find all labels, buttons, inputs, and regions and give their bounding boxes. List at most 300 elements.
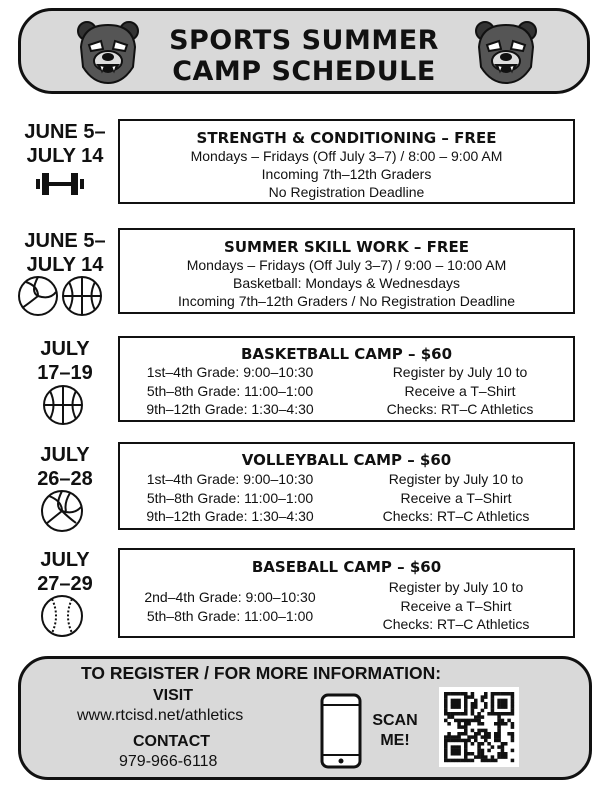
qr-module (477, 712, 481, 716)
dumbbell-icon (34, 170, 86, 198)
qr-module (504, 702, 508, 706)
qr-module (457, 745, 461, 749)
qr-module (511, 702, 515, 706)
qr-module (497, 752, 501, 756)
title-line-1: SPORTS SUMMER (169, 25, 439, 56)
camp-detail: Incoming 7th–12th Graders / No Registration Deadline (178, 293, 515, 309)
qr-module (511, 759, 515, 763)
grade-times (130, 363, 330, 419)
qr-module (467, 695, 471, 699)
qr-module (447, 692, 451, 696)
qr-module (477, 755, 481, 759)
qr-module (444, 759, 448, 763)
qr-module (481, 709, 485, 713)
qr-module (447, 739, 451, 743)
registration-info (356, 578, 556, 634)
qr-module (451, 735, 455, 739)
grade-time-line: 5th–8th Grade: 11:00–1:00 (146, 382, 314, 399)
qr-module (481, 742, 485, 746)
qr-module (484, 739, 488, 743)
qr-module (494, 732, 498, 736)
qr-module (471, 702, 475, 706)
qr-module (464, 725, 468, 729)
section-date (12, 337, 118, 385)
qr-module (451, 692, 455, 696)
qr-module (507, 692, 511, 696)
scan-me-label (361, 711, 429, 751)
grade-time-line: 5th–8th Grade: 11:00–1:00 (146, 607, 314, 624)
camp-title: VOLLEYBALL CAMP – $60 (241, 451, 452, 469)
camp-box-basketball (118, 336, 575, 422)
date-line: JULY (40, 444, 90, 466)
qr-module (504, 752, 508, 756)
date-line: JULY (40, 338, 90, 360)
qr-module (447, 759, 451, 763)
qr-module (507, 719, 511, 723)
camp-title: BASEBALL CAMP – $60 (251, 558, 442, 576)
qr-module (467, 739, 471, 743)
qr-module (464, 759, 468, 763)
date-line: JUNE 5– (24, 230, 106, 252)
qr-module (464, 752, 468, 756)
qr-module (457, 732, 461, 736)
qr-module (497, 705, 501, 709)
qr-module (454, 749, 458, 753)
qr-module (497, 699, 501, 703)
qr-module (511, 709, 515, 713)
qr-module (497, 735, 501, 739)
qr-module (504, 692, 508, 696)
qr-module (454, 692, 458, 696)
grade-time-line: 1st–4th Grade: 9:00–10:30 (146, 364, 314, 380)
qr-module (444, 692, 448, 696)
qr-module (477, 732, 481, 736)
date-line: JULY (40, 549, 90, 571)
qr-module (461, 719, 465, 723)
registration-info (360, 363, 560, 419)
footer-banner (18, 656, 592, 780)
qr-module (501, 752, 505, 756)
registration-line: Receive a T–Shirt (400, 489, 512, 506)
qr-module (447, 712, 451, 716)
qr-module (481, 752, 485, 756)
qr-module (491, 709, 495, 713)
qr-module (494, 739, 498, 743)
grade-times (130, 470, 330, 526)
phone-number[interactable]: 979-966-6118 (119, 753, 218, 770)
qr-module (511, 732, 515, 736)
qr-module (501, 702, 505, 706)
qr-module (474, 719, 478, 723)
qr-module (457, 752, 461, 756)
section-date (12, 120, 118, 168)
registration-line: Register by July 10 to (388, 579, 524, 595)
qr-code-icon[interactable] (439, 687, 519, 767)
qr-module (454, 702, 458, 706)
qr-module (494, 692, 498, 696)
qr-module (457, 705, 461, 709)
qr-module (471, 742, 475, 746)
camp-detail: Incoming 7th–12th Graders (261, 166, 432, 182)
qr-module (501, 745, 505, 749)
registration-line: Receive a T–Shirt (400, 597, 512, 614)
qr-module (464, 729, 468, 733)
qr-module (511, 695, 515, 699)
qr-module (494, 722, 498, 726)
qr-module (484, 759, 488, 763)
qr-module (481, 735, 485, 739)
date-line: 17–19 (37, 362, 93, 384)
qr-module (481, 755, 485, 759)
camp-detail: Mondays – Fridays (Off July 3–7) / 8:00 – 9:00 AM (190, 148, 503, 164)
qr-module (501, 742, 505, 746)
qr-module (487, 759, 491, 763)
volleyball-icon (40, 489, 84, 533)
qr-module (477, 715, 481, 719)
qr-module (511, 699, 515, 703)
registration-line: Checks: RT–C Athletics (386, 401, 534, 417)
camp-box-volleyball (118, 442, 575, 530)
visit-label: VISIT (153, 687, 194, 704)
grade-time-line: 9th–12th Grade: 1:30–4:30 (146, 508, 314, 524)
qr-module (501, 705, 505, 709)
qr-module (487, 742, 491, 746)
qr-module (457, 725, 461, 729)
qr-module (504, 705, 508, 709)
qr-module (451, 712, 455, 716)
qr-module (461, 712, 465, 716)
contact-label: CONTACT (133, 733, 211, 750)
qr-module (474, 705, 478, 709)
qr-module (451, 745, 455, 749)
qr-module (444, 702, 448, 706)
qr-module (481, 759, 485, 763)
qr-module (471, 692, 475, 696)
qr-module (464, 739, 468, 743)
qr-module (497, 715, 501, 719)
qr-module (451, 759, 455, 763)
qr-module (464, 719, 468, 723)
qr-module (497, 719, 501, 723)
title-line-2: CAMP SCHEDULE (172, 56, 436, 87)
qr-module (444, 699, 448, 703)
qr-module (451, 699, 455, 703)
registration-line: Register by July 10 to (392, 364, 528, 380)
qr-module (444, 695, 448, 699)
qr-module (464, 709, 468, 713)
qr-module (461, 725, 465, 729)
qr-module (451, 739, 455, 743)
qr-module (484, 735, 488, 739)
qr-module (461, 739, 465, 743)
date-line: JULY 14 (26, 254, 104, 276)
qr-module (491, 692, 495, 696)
qr-module (467, 752, 471, 756)
qr-module (484, 732, 488, 736)
registration-line: Checks: RT–C Athletics (382, 616, 530, 632)
qr-module (484, 729, 488, 733)
qr-module (457, 739, 461, 743)
qr-module (444, 712, 448, 716)
qr-module (471, 695, 475, 699)
qr-module (497, 755, 501, 759)
qr-module (451, 705, 455, 709)
qr-module (471, 719, 475, 723)
grade-time-line: 2nd–4th Grade: 9:00–10:30 (144, 589, 316, 605)
date-line: 27–29 (37, 573, 93, 595)
grade-time-line: 9th–12th Grade: 1:30–4:30 (146, 401, 314, 417)
header-banner (18, 8, 590, 94)
page-title (21, 25, 587, 87)
qr-module (511, 735, 515, 739)
registration-info (356, 470, 556, 526)
footer-heading: TO REGISTER / FOR MORE INFORMATION: (81, 663, 442, 683)
qr-module (444, 719, 448, 723)
qr-module (471, 759, 475, 763)
qr-module (504, 742, 508, 746)
qr-module (507, 732, 511, 736)
qr-module (481, 715, 485, 719)
qr-module (501, 722, 505, 726)
section-date (12, 443, 118, 491)
qr-module (444, 705, 448, 709)
qr-module (501, 692, 505, 696)
date-line: 26–28 (37, 468, 93, 490)
qr-module (477, 729, 481, 733)
qr-module (464, 745, 468, 749)
qr-module (464, 755, 468, 759)
qr-module (497, 729, 501, 733)
qr-module (477, 742, 481, 746)
qr-module (484, 692, 488, 696)
qr-module (481, 729, 485, 733)
registration-line: Checks: RT–C Athletics (382, 508, 530, 524)
qr-module (504, 755, 508, 759)
qr-module (491, 712, 495, 716)
qr-module (491, 699, 495, 703)
qr-module (447, 715, 451, 719)
qr-module (477, 722, 481, 726)
qr-module (464, 712, 468, 716)
qr-module (454, 705, 458, 709)
camp-title: SUMMER SKILL WORK – FREE (224, 238, 469, 256)
qr-module (497, 712, 501, 716)
camp-box-strength (118, 119, 575, 204)
qr-module (497, 745, 501, 749)
qr-module (464, 702, 468, 706)
qr-module (491, 759, 495, 763)
camp-detail: Basketball: Mondays & Wednesdays (233, 275, 460, 291)
camp-title: STRENGTH & CONDITIONING – FREE (196, 129, 497, 147)
qr-module (511, 749, 515, 753)
qr-module (501, 719, 505, 723)
qr-module (487, 749, 491, 753)
qr-module (494, 712, 498, 716)
grade-time-line: 5th–8th Grade: 11:00–1:00 (146, 489, 314, 506)
qr-module (464, 749, 468, 753)
qr-module (511, 722, 515, 726)
qr-module (491, 695, 495, 699)
qr-module (474, 715, 478, 719)
qr-module (497, 692, 501, 696)
qr-module (457, 759, 461, 763)
qr-module (447, 732, 451, 736)
qr-module (454, 752, 458, 756)
qr-module (497, 725, 501, 729)
qr-module (454, 712, 458, 716)
camp-box-skill-work (118, 228, 575, 314)
scan-line: SCAN (372, 712, 418, 729)
qr-module (444, 709, 448, 713)
qr-module (477, 749, 481, 753)
qr-module (461, 692, 465, 696)
baseball-icon (40, 594, 84, 638)
qr-module (451, 749, 455, 753)
camp-box-baseball (118, 548, 575, 638)
qr-module (491, 745, 495, 749)
scan-line: ME! (380, 732, 410, 749)
qr-module (444, 742, 448, 746)
qr-module (444, 752, 448, 756)
qr-module (487, 732, 491, 736)
qr-module (477, 719, 481, 723)
qr-module (484, 755, 488, 759)
qr-module (471, 705, 475, 709)
qr-module (474, 732, 478, 736)
qr-module (457, 722, 461, 726)
qr-module (447, 735, 451, 739)
qr-module (451, 702, 455, 706)
qr-module (464, 699, 468, 703)
qr-module (507, 712, 511, 716)
qr-module (501, 749, 505, 753)
qr-module (454, 739, 458, 743)
grade-times (130, 588, 330, 625)
qr-module (484, 705, 488, 709)
qr-module (444, 735, 448, 739)
qr-module (457, 719, 461, 723)
smartphone-icon (319, 693, 363, 769)
qr-module (464, 705, 468, 709)
qr-module (457, 712, 461, 716)
qr-module (467, 759, 471, 763)
qr-module (491, 755, 495, 759)
qr-module (464, 695, 468, 699)
qr-module (481, 699, 485, 703)
qr-module (504, 722, 508, 726)
qr-module (497, 722, 501, 726)
qr-module (464, 732, 468, 736)
qr-code-graphic (439, 687, 519, 767)
qr-module (501, 755, 505, 759)
qr-module (477, 752, 481, 756)
qr-module (474, 735, 478, 739)
qr-module (454, 719, 458, 723)
qr-module (497, 702, 501, 706)
qr-module (471, 752, 475, 756)
date-line: JULY 14 (26, 145, 104, 167)
qr-module (451, 715, 455, 719)
date-line: JUNE 5– (24, 121, 106, 143)
qr-module (474, 702, 478, 706)
qr-module (471, 735, 475, 739)
qr-module (511, 692, 515, 696)
qr-module (511, 739, 515, 743)
qr-module (457, 692, 461, 696)
qr-module (471, 712, 475, 716)
qr-module (457, 702, 461, 706)
qr-module (504, 712, 508, 716)
qr-module (444, 745, 448, 749)
qr-module (447, 722, 451, 726)
qr-module (501, 699, 505, 703)
qr-module (464, 742, 468, 746)
qr-module (467, 719, 471, 723)
qr-module (497, 739, 501, 743)
qr-module (457, 699, 461, 703)
qr-module (474, 739, 478, 743)
camp-detail: No Registration Deadline (268, 184, 425, 200)
camp-detail: Mondays – Fridays (Off July 3–7) / 9:00 – 10:00 AM (186, 257, 507, 273)
qr-module (444, 749, 448, 753)
qr-module (504, 699, 508, 703)
qr-module (477, 745, 481, 749)
qr-module (457, 749, 461, 753)
qr-module (484, 695, 488, 699)
camp-title: BASKETBALL CAMP – $60 (240, 345, 453, 363)
qr-module (467, 735, 471, 739)
registration-line: Register by July 10 to (388, 471, 524, 487)
qr-module (461, 759, 465, 763)
registration-line: Receive a T–Shirt (404, 382, 516, 399)
qr-module (494, 759, 498, 763)
qr-module (474, 755, 478, 759)
qr-module (471, 709, 475, 713)
qr-module (511, 712, 515, 716)
qr-module (454, 745, 458, 749)
grade-time-line: 1st–4th Grade: 9:00–10:30 (146, 471, 314, 487)
qr-module (511, 725, 515, 729)
qr-module (454, 759, 458, 763)
section-date (12, 229, 118, 277)
qr-module (501, 712, 505, 716)
qr-module (457, 735, 461, 739)
website-link[interactable]: www.rtcisd.net/athletics (77, 707, 244, 724)
qr-module (481, 722, 485, 726)
qr-module (494, 735, 498, 739)
volleyball-and-basketball-icons (16, 274, 106, 318)
qr-module (481, 695, 485, 699)
qr-module (467, 722, 471, 726)
qr-module (511, 705, 515, 709)
qr-module (464, 692, 468, 696)
qr-module (444, 739, 448, 743)
qr-module (451, 752, 455, 756)
qr-module (474, 699, 478, 703)
qr-module (471, 729, 475, 733)
qr-module (454, 735, 458, 739)
section-date (12, 548, 118, 596)
qr-module (487, 712, 491, 716)
qr-module (461, 732, 465, 736)
qr-module (484, 702, 488, 706)
qr-module (497, 732, 501, 736)
qr-module (481, 749, 485, 753)
qr-module (487, 735, 491, 739)
qr-module (444, 755, 448, 759)
qr-module (454, 699, 458, 703)
qr-module (491, 702, 495, 706)
